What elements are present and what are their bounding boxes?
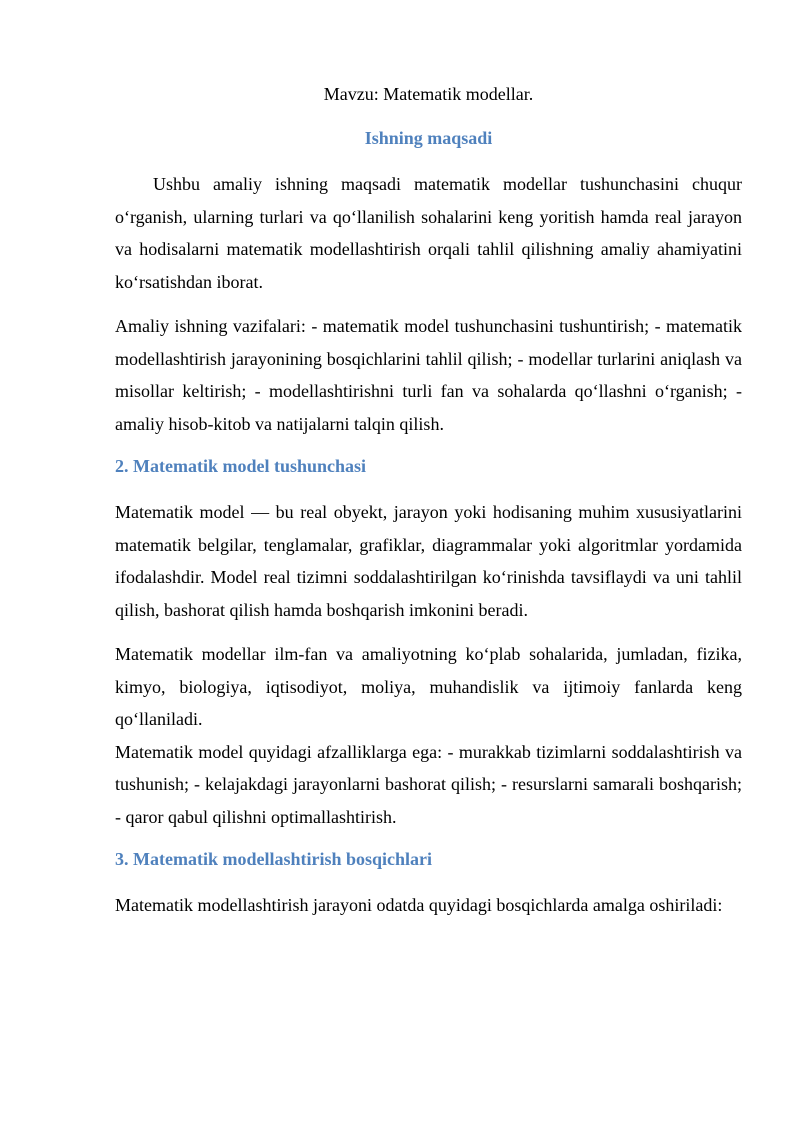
section-2-heading: 2. Matematik model tushunchasi <box>115 456 367 476</box>
document-page <box>115 80 742 934</box>
document-title: Mavzu: Matematik modellar. <box>323 84 534 104</box>
section-2-paragraph-fields: Matematik modellar ilm-fan va amaliyotning ko‘plab sohalarida, jumladan, fizika, kimyo, biologiya, iqtisodiyot, moliya, muhandislik va ijtimoiy fanlarda keng qo‘llaniladi. <box>115 644 742 729</box>
goal-heading: Ishning maqsadi <box>364 128 493 148</box>
section-3-paragraph: Matematik modellashtirish jarayoni odatda quyidagi bosqichlarda amalga oshiriladi: <box>115 895 723 915</box>
goal-paragraph: Ushbu amaliy ishning maqsadi matematik modellar tushunchasini chuqur o‘rganish, ularning turlari va qo‘llanilish sohalarini keng yoritish hamda real jarayon va hodisalarni matematik modellashtirish orqali tahlil qilishning amaliy ahamiyatini ko‘rsatishdan iborat. <box>115 174 742 292</box>
section-3-heading: 3. Matematik modellashtirish bosqichlari <box>115 849 433 869</box>
section-2-paragraph-advantages: Matematik model quyidagi afzalliklarga ega: - murakkab tizimlarni soddalashtirish va tushunish; - kelajakdagi jarayonlarni bashorat qilish; - resurslarni samarali boshqarish; - qaror qabul qilishni optimallashtirish. <box>115 741 742 827</box>
section-2-paragraph-definition: Matematik model — bu real obyekt, jarayon yoki hodisaning muhim xususiyatlarini matematik belgilar, tenglamalar, grafiklar, diagrammalar yoki algoritmlar yordamida ifodalashdir. Model real tizimni soddalashtirilgan ko‘rinishda tavsiflaydi va uni tahlil qilish, bashorat qilish hamda boshqarish imkonini beradi. <box>115 502 742 620</box>
tasks-paragraph: Amaliy ishning vazifalari: - matematik model tushunchasini tushuntirish; - matematik modellashtirish jarayonining bosqichlarini tahlil qilish; - modellar turlarini aniqlash va misollar keltirish; - modellashtirishni turli fan va sohalarda qo‘llashni o‘rganish; - amaliy hisob-kitob va natijalarni talqin qilish. <box>115 316 742 434</box>
